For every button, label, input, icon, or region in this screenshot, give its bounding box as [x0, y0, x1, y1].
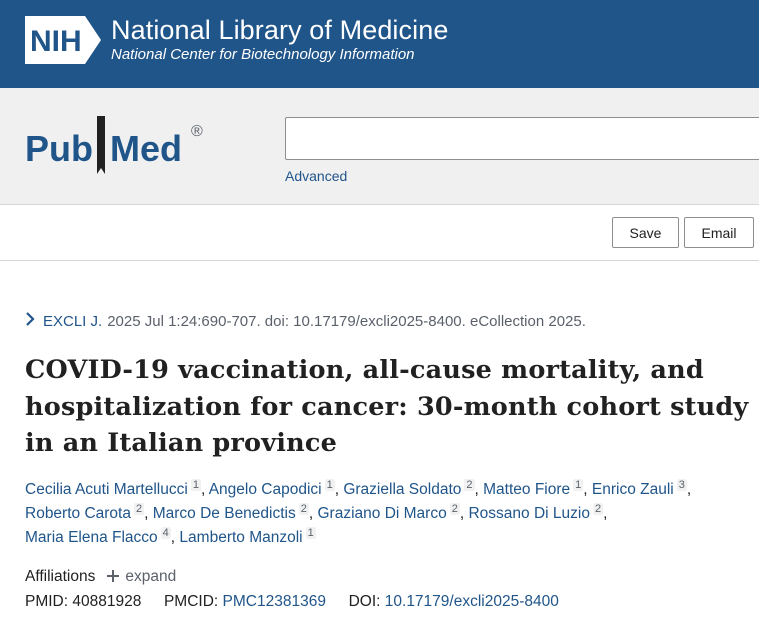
actions-bar [0, 205, 759, 261]
author-link[interactable]: Cecilia Acuti Martellucci [25, 481, 188, 498]
affiliations-label: Affiliations [25, 567, 96, 585]
nih-subtitle: National Center for Biotechnology Information [111, 46, 415, 63]
affiliation-number[interactable]: 1 [307, 527, 314, 539]
author-link[interactable]: Marco De Benedictis [152, 505, 296, 522]
author-link[interactable]: Graziano Di Marco [317, 505, 447, 522]
author-link[interactable]: Rossano Di Luzio [468, 505, 590, 522]
affiliations-row [25, 566, 176, 587]
affiliation-number[interactable]: 2 [466, 479, 473, 491]
affiliation-number[interactable]: 1 [575, 479, 582, 491]
plus-icon [107, 566, 119, 587]
nih-title: National Library of Medicine [111, 15, 449, 45]
pmid-label: PMID: [25, 593, 69, 610]
author-link[interactable]: Enrico Zauli [591, 481, 674, 498]
pmcid-link[interactable]: PMC12381369 [222, 593, 326, 610]
affiliation-number[interactable]: 2 [594, 503, 602, 515]
doi-label: DOI: [348, 593, 381, 610]
email-button[interactable]: Email [684, 217, 754, 248]
author-link[interactable]: Roberto Carota [25, 505, 131, 522]
pubmed-logo-right: Med [110, 128, 182, 169]
affiliation-number[interactable]: 2 [300, 503, 307, 515]
journal-link[interactable]: EXCLI J. [43, 312, 103, 330]
author-link[interactable]: Angelo Capodici [208, 481, 322, 498]
nih-logo[interactable] [25, 15, 448, 65]
search-band [0, 88, 759, 205]
nih-banner [0, 0, 759, 88]
affiliation-number[interactable]: 3 [678, 479, 685, 491]
affiliation-number[interactable]: 1 [192, 479, 199, 491]
author-link[interactable]: Matteo Fiore [483, 481, 571, 498]
expand-label: expand [125, 567, 177, 585]
affiliation-number[interactable]: 2 [451, 503, 458, 515]
identifiers-row [25, 593, 559, 611]
pubmed-logo[interactable] [25, 114, 215, 176]
author-link[interactable]: Graziella Soldato [343, 481, 462, 498]
pubmed-logo-left: Pub [25, 128, 93, 169]
expand-affiliations-button[interactable] [107, 566, 176, 587]
save-button[interactable]: Save [612, 217, 679, 248]
pmcid-label: PMCID: [163, 593, 219, 610]
pmid-value: 40881928 [72, 593, 142, 610]
nih-text [111, 15, 448, 65]
advanced-search-link[interactable]: Advanced [285, 168, 348, 184]
pubmed-bookmark-icon [97, 116, 105, 174]
author-link[interactable]: Lamberto Manzoli [179, 529, 303, 546]
citation-line [25, 312, 586, 330]
affiliation-number[interactable]: 2 [135, 503, 143, 515]
article-title: COVID-19 vaccination, all-cause mortality, and hospitalization for cancer: 30-month cohort study in an Italian province [25, 355, 749, 458]
pubmed-registered-mark: ® [191, 123, 203, 140]
author-link[interactable]: Maria Elena Flacco [25, 529, 158, 546]
nih-badge [25, 16, 103, 64]
affiliation-number[interactable]: 1 [326, 479, 333, 491]
chevron-right-icon[interactable] [25, 312, 35, 330]
authors-list: Cecilia Acuti Martellucci 1 , Angelo Capodici 1 , Graziella Soldato 2 , Matteo Fiore 1 , Enrico Zauli 3 , Roberto Carota 2 , Marco De Benedictis 2 , Graziano Di Marco 2 , Rossano Di Luzio 2 , Maria Elena Flacco 4 , Lamberto Manzoli 1 [25, 479, 692, 546]
citation-details: 2025 Jul 1:24:690-707. doi: 10.17179/excli2025-8400. eCollection 2025. [107, 312, 586, 330]
search-input[interactable] [285, 117, 759, 160]
nih-badge-text: NIH [30, 25, 82, 58]
doi-link[interactable]: 10.17179/excli2025-8400 [384, 593, 559, 610]
affiliation-number[interactable]: 4 [162, 527, 169, 539]
